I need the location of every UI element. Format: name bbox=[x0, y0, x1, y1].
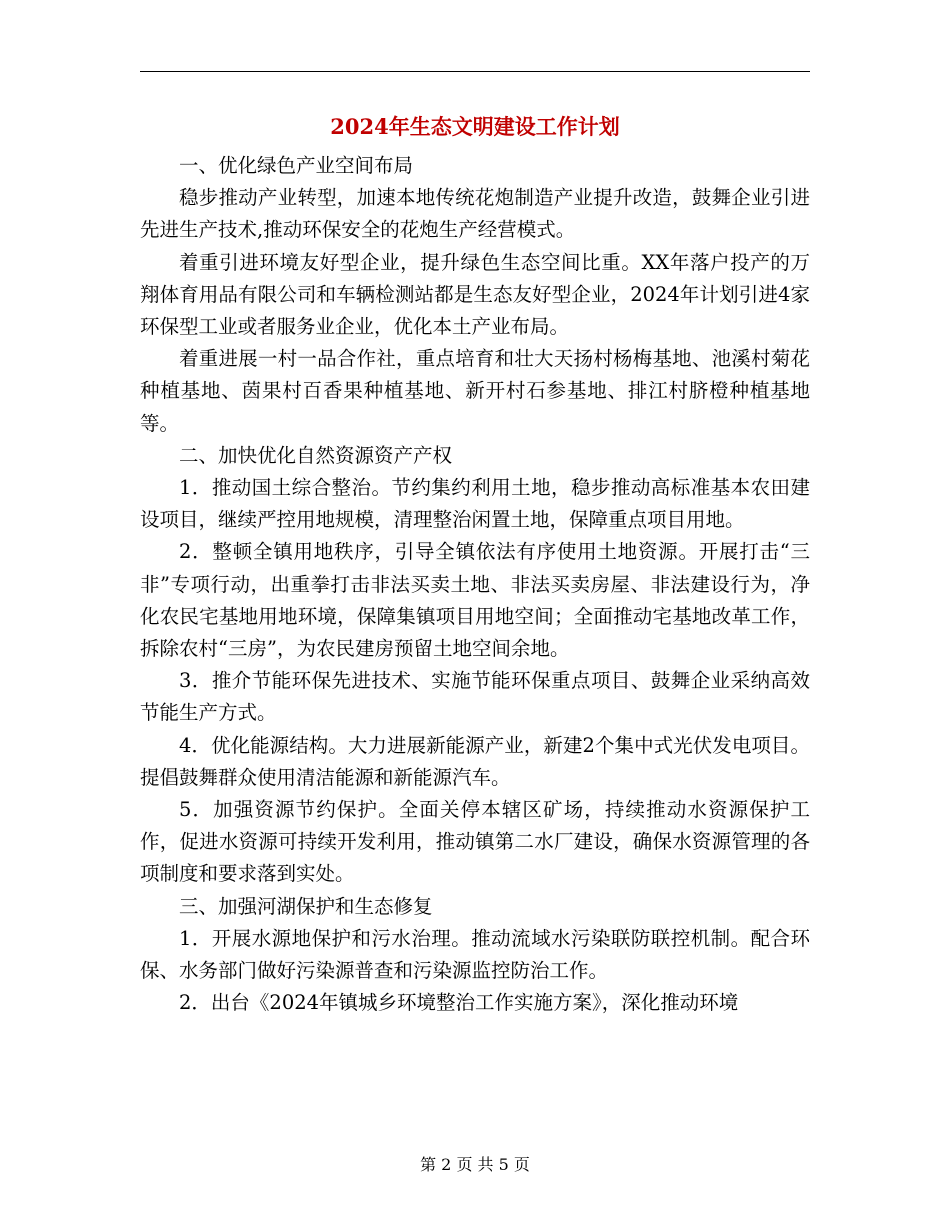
page-number-footer: 第 2 页 共 5 页 bbox=[420, 1155, 530, 1174]
body-paragraph: 4．优化能源结构。大力进展新能源产业，新建2个集中式光伏发电项目。提倡鼓舞群众使用清洁能源和新能源汽车。 bbox=[140, 733, 810, 789]
body-paragraph: 5．加强资源节约保护。全面关停本辖区矿场，持续推动水资源保护工作，促进水资源可持续开发利用，推动镇第二水厂建设，确保水资源管理的各项制度和要求落到实处。 bbox=[140, 798, 810, 886]
document-body bbox=[140, 150, 810, 1019]
body-paragraph: 2．出台《2024年镇城乡环境整治工作实施方案》，深化推动环境 bbox=[179, 991, 739, 1015]
body-paragraph: 1．开展水源地保护和污水治理。推动流域水污染联防联控机制。配合环保、水务部门做好污染源普查和污染源监控防治工作。 bbox=[140, 926, 810, 983]
section-heading: 二、加快优化自然资源资产产权 bbox=[179, 443, 453, 467]
body-paragraph: 着重进展一村一品合作社，重点培育和壮大天扬村杨梅基地、池溪村菊花种植基地、茵果村百香果种植基地、新开村石参基地、排江村脐橙种植基地等。 bbox=[140, 347, 810, 435]
body-paragraph: 2．整顿全镇用地秩序，引导全镇依法有序使用土地资源。开展打击“三非”专项行动，出重拳打击非法买卖土地、非法买卖房屋、非法建设行为，净化农民宅基地用地环境，保障集镇项目用地空间；全面推动宅基地改革工作，拆除农村“三房”，为农民建房预留土地空间余地。 bbox=[140, 540, 810, 661]
body-paragraph: 着重引进环境友好型企业，提升绿色生态空间比重。XX年落户投产的万翔体育用品有限公司和车辆检测站都是生态友好型企业，2024年计划引进4家环保型工业或者服务业企业，优化本土产业布局。 bbox=[140, 250, 810, 339]
section-heading: 三、加强河湖保护和生态修复 bbox=[179, 894, 433, 918]
header-rule bbox=[140, 71, 810, 72]
section-heading: 一、优化绿色产业空间布局 bbox=[179, 154, 414, 177]
body-paragraph: 稳步推动产业转型，加速本地传统花炮制造产业提升改造，鼓舞企业引进先进生产技术,推动环保安全的花炮生产经营模式。 bbox=[140, 186, 810, 242]
document-title: 2024年生态文明建设工作计划 bbox=[330, 114, 620, 139]
body-paragraph: 3．推介节能环保先进技术、实施节能环保重点项目、鼓舞企业采纳高效节能生产方式。 bbox=[140, 669, 810, 725]
body-paragraph: 1．推动国土综合整治。节约集约利用土地，稳步推动高标准基本农田建设项目，继续严控用地规模，清理整治闲置土地，保障重点项目用地。 bbox=[140, 476, 810, 532]
